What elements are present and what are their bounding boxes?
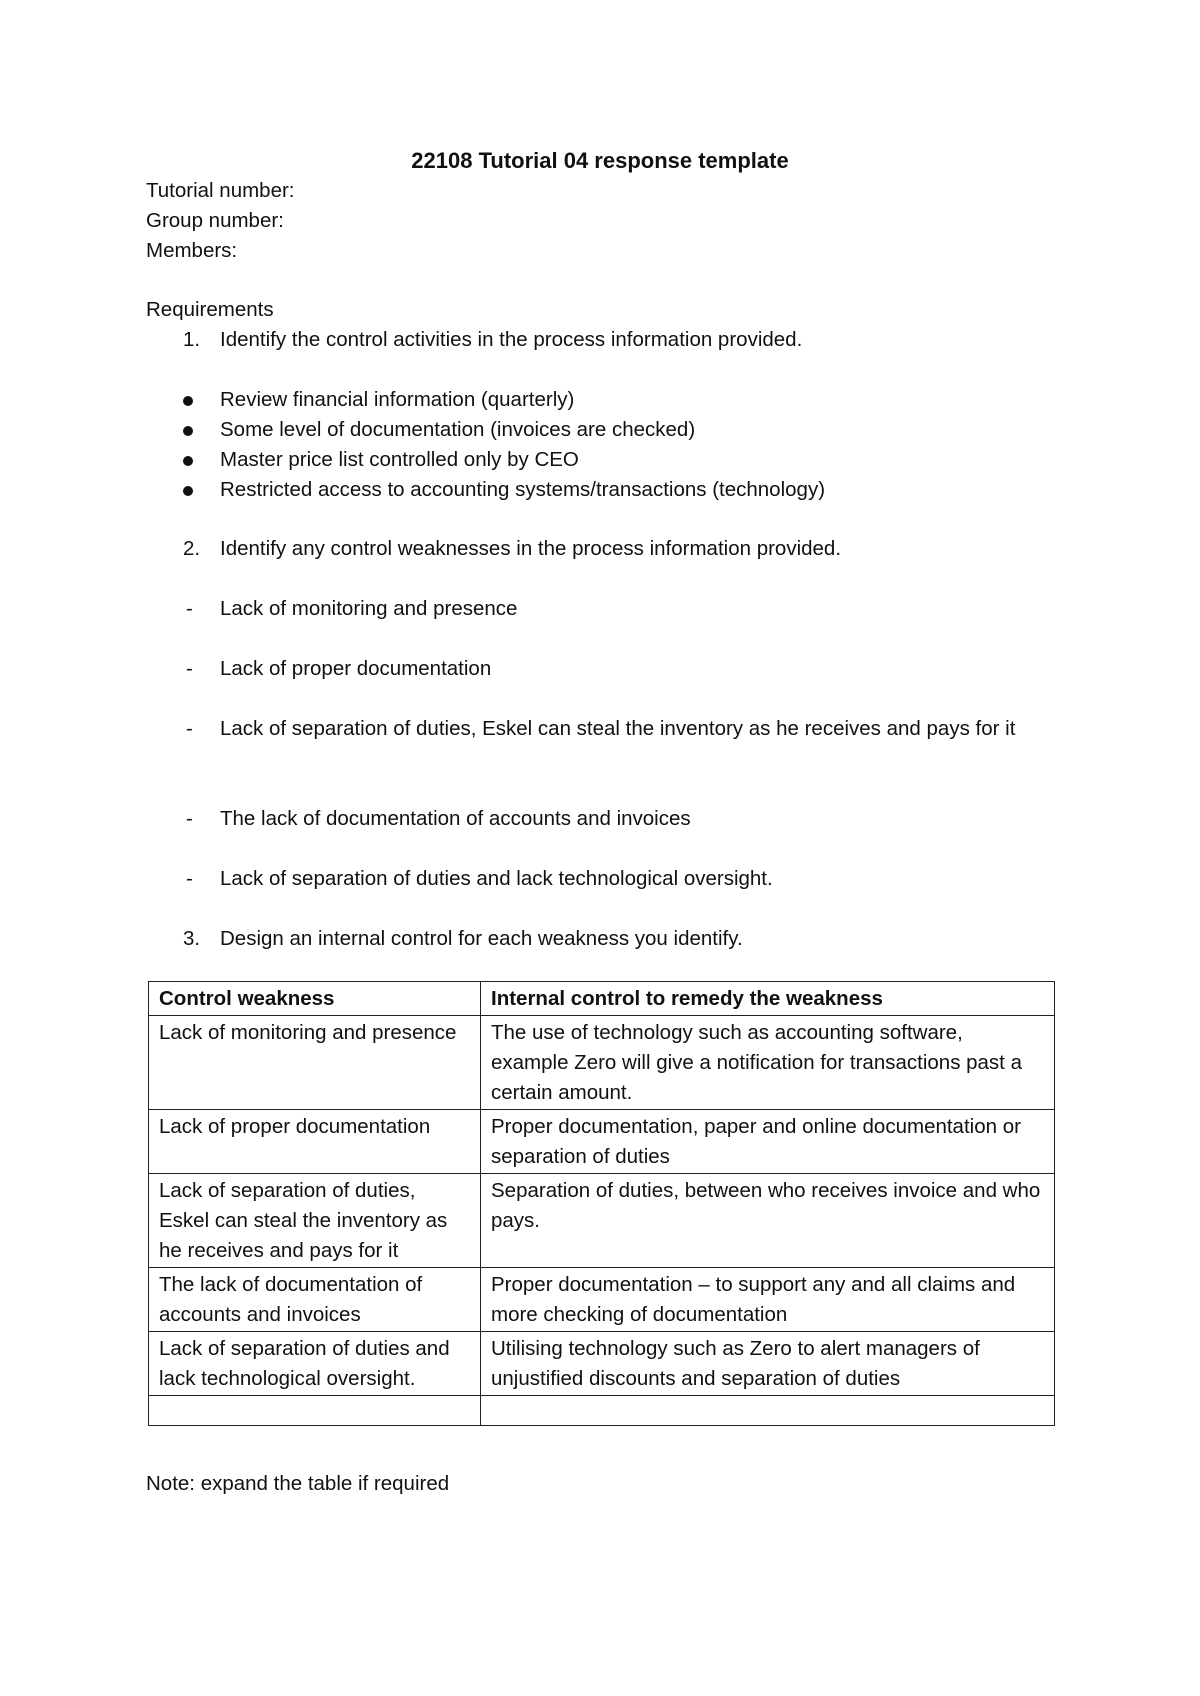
control-cell: Utilising technology such as Zero to alert managers of unjustified discounts and separation of duties	[481, 1332, 1055, 1396]
control-cell	[481, 1396, 1055, 1426]
req1-bullet: Restricted access to accounting systems/transactions (technology)	[220, 478, 826, 501]
dash-marker: -	[186, 807, 193, 830]
bullet-icon	[183, 426, 193, 436]
weakness-cell	[149, 1396, 481, 1426]
req3-number: 3.	[183, 927, 201, 950]
bullet-icon	[183, 396, 193, 406]
header-internal-control: Internal control to remedy the weakness	[481, 982, 1055, 1016]
req2-item: Lack of monitoring and presence	[220, 597, 518, 620]
req1-text: Identify the control activities in the process information provided.	[220, 328, 803, 351]
document-title: 22108 Tutorial 04 response template	[411, 148, 789, 173]
bullet-icon	[183, 486, 193, 496]
table-row	[149, 1268, 1055, 1332]
req2-item: Lack of separation of duties, Eskel can steal the inventory as he receives and pays for it	[220, 717, 1016, 740]
control-weakness-table	[148, 981, 1055, 1426]
bullet-icon	[183, 456, 193, 466]
req1-number: 1.	[183, 328, 201, 351]
table-row	[149, 1016, 1055, 1110]
weakness-cell: The lack of documentation of accounts and invoices	[149, 1268, 481, 1332]
tutorial-number-label: Tutorial number:	[146, 179, 295, 202]
req1-bullet: Master price list controlled only by CEO	[220, 448, 579, 471]
table-row	[149, 1110, 1055, 1174]
table-row	[149, 1332, 1055, 1396]
weakness-cell: Lack of monitoring and presence	[149, 1016, 481, 1110]
req1-bullet: Review financial information (quarterly)	[220, 388, 575, 411]
req2-number: 2.	[183, 537, 201, 560]
req2-text: Identify any control weaknesses in the process information provided.	[220, 537, 842, 560]
dash-marker: -	[186, 717, 193, 740]
table-header-row	[149, 982, 1055, 1016]
control-cell: Proper documentation – to support any and all claims and more checking of documentation	[481, 1268, 1055, 1332]
table-row	[149, 1174, 1055, 1268]
weakness-cell: Lack of separation of duties, Eskel can steal the inventory as he receives and pays for it	[149, 1174, 481, 1268]
dash-marker: -	[186, 657, 193, 680]
table-row-empty	[149, 1396, 1055, 1426]
dash-marker: -	[186, 597, 193, 620]
note-text: Note: expand the table if required	[146, 1472, 450, 1495]
members-label: Members:	[146, 239, 238, 262]
group-number-label: Group number:	[146, 209, 284, 232]
control-cell: The use of technology such as accounting software, example Zero will give a notification for transactions past a certain amount.	[481, 1016, 1055, 1110]
req2-item: Lack of separation of duties and lack technological oversight.	[220, 867, 773, 890]
req2-item: Lack of proper documentation	[220, 657, 492, 680]
requirements-heading: Requirements	[146, 298, 274, 321]
control-cell: Proper documentation, paper and online documentation or separation of duties	[481, 1110, 1055, 1174]
header-control-weakness: Control weakness	[149, 982, 481, 1016]
weakness-cell: Lack of separation of duties and lack technological oversight.	[149, 1332, 481, 1396]
weakness-cell: Lack of proper documentation	[149, 1110, 481, 1174]
req2-item: The lack of documentation of accounts and invoices	[220, 807, 691, 830]
control-cell: Separation of duties, between who receives invoice and who pays.	[481, 1174, 1055, 1268]
dash-marker: -	[186, 867, 193, 890]
req3-text: Design an internal control for each weakness you identify.	[220, 927, 743, 950]
req1-bullet: Some level of documentation (invoices are checked)	[220, 418, 696, 441]
